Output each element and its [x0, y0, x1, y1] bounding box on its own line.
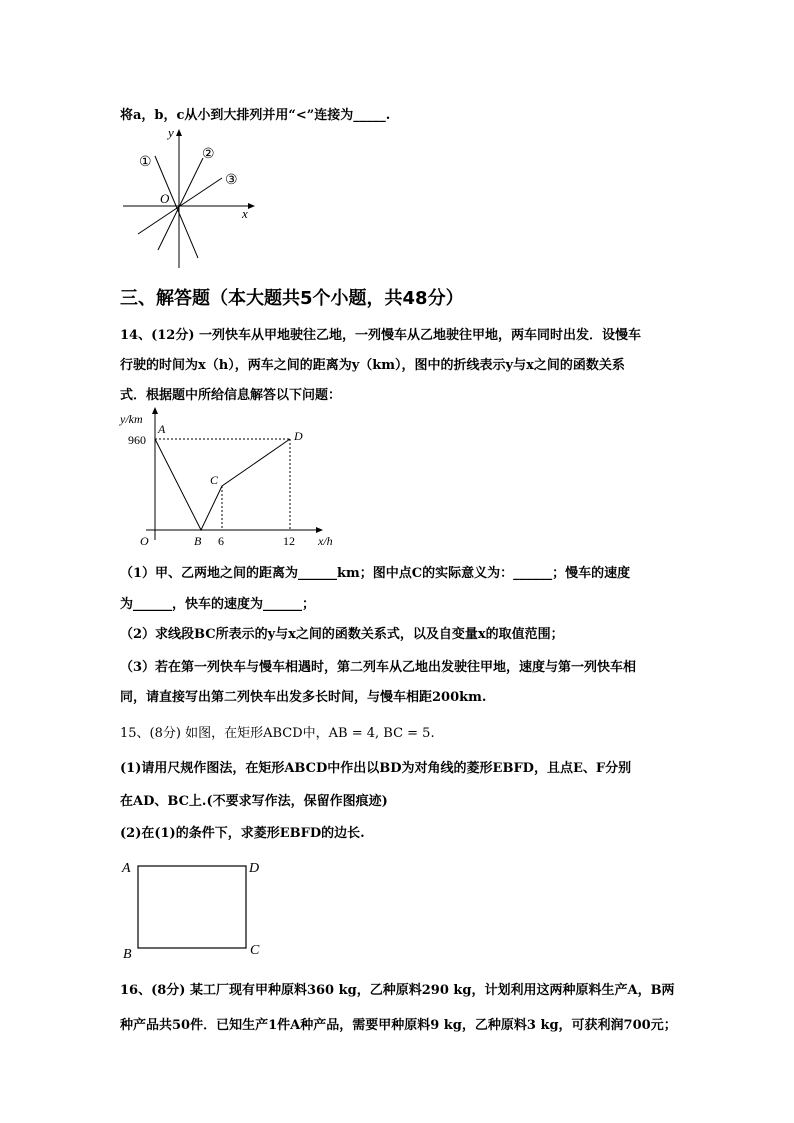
fig2-tick-6: 6 [218, 534, 224, 548]
fig2-point-a: A [158, 422, 166, 436]
fig2-origin-label: O [140, 534, 149, 548]
q14-line3: 式．根据题中所给信息解答以下问题： [120, 388, 342, 403]
fig2-tick-12: 12 [283, 534, 295, 548]
fig1-line1-label: ① [139, 155, 152, 170]
q13-text: 将a，b，c从小到大排列并用“<”连接为_____. [120, 108, 391, 123]
q16-line1: 16、(8分) 某工厂现有甲种原料360 kg，乙种原料290 kg，计划利用这两种原料生产A，B两 [120, 983, 675, 998]
fig3-point-b: B [123, 947, 132, 962]
rectangle-figure [118, 852, 278, 962]
fig3-point-a: A [122, 861, 131, 876]
fig1-line3-label: ③ [225, 173, 238, 188]
q14-part3-line1: （3）若在第一列快车与慢车相遇时，第二列车从乙地出发驶往甲地，速度与第一列快车相 [120, 660, 637, 675]
fig3-point-d: D [249, 861, 260, 876]
fig2-x-axis-label: x/h [318, 534, 333, 548]
distance-time-graph [118, 406, 338, 546]
fig2-point-c: C [210, 473, 219, 487]
q14-part1-line2: 为______，快车的速度为______； [120, 597, 316, 612]
lines-figure [118, 125, 258, 268]
q15-line4: (2)在(1)的条件下，求菱形EBFD的边长. [120, 826, 365, 841]
fig2-point-b: B [194, 534, 202, 548]
fig2-y-axis-label: y/km [120, 412, 143, 426]
q14-part2: （2）求线段BC所表示的y与x之间的函数关系式，以及自变量x的取值范围； [120, 627, 564, 642]
q16-line2: 种产品共50件．已知生产1件A种产品，需要甲种原料9 kg，乙种原料3 kg，可获利润700元； [120, 1018, 677, 1033]
q14-part1-line1: （1）甲、乙两地之间的距离为______km；图中点C的实际意义为：______；慢车的速度 [120, 566, 631, 581]
q14-line1: 14、(12分) 一列快车从甲地驶往乙地，一列慢车从乙地驶往甲地，两车同时出发．设慢车 [120, 328, 642, 343]
q14-line2: 行驶的时间为x（h），两车之间的距离为y（km），图中的折线表示y与x之间的函数关系 [120, 358, 625, 373]
fig1-x-label: x [242, 206, 248, 221]
fig3-point-c: C [250, 943, 260, 958]
fig1-origin-label: O [160, 191, 170, 206]
q15-line2: (1)请用尺规作图法，在矩形ABCD中作出以BD为对角线的菱形EBFD，且点E、F分别 [120, 761, 632, 776]
fig2-point-d: D [294, 429, 303, 443]
q14-part3-line2: 同，请直接写出第二列快车出发多长时间，与慢车相距200km. [120, 690, 487, 705]
section-heading: 三、解答题（本大题共5个小题，共48分） [120, 288, 464, 309]
fig1-line2-label: ② [202, 147, 215, 162]
q15-line3: 在AD、BC上.(不要求写作法，保留作图痕迹) [120, 794, 388, 809]
q15-line1: 15、(8分) 如图，在矩形ABCD中，AB = 4, BC = 5. [120, 726, 435, 741]
fig1-y-label: y [168, 125, 174, 140]
fig2-tick-960: 960 [128, 433, 146, 447]
